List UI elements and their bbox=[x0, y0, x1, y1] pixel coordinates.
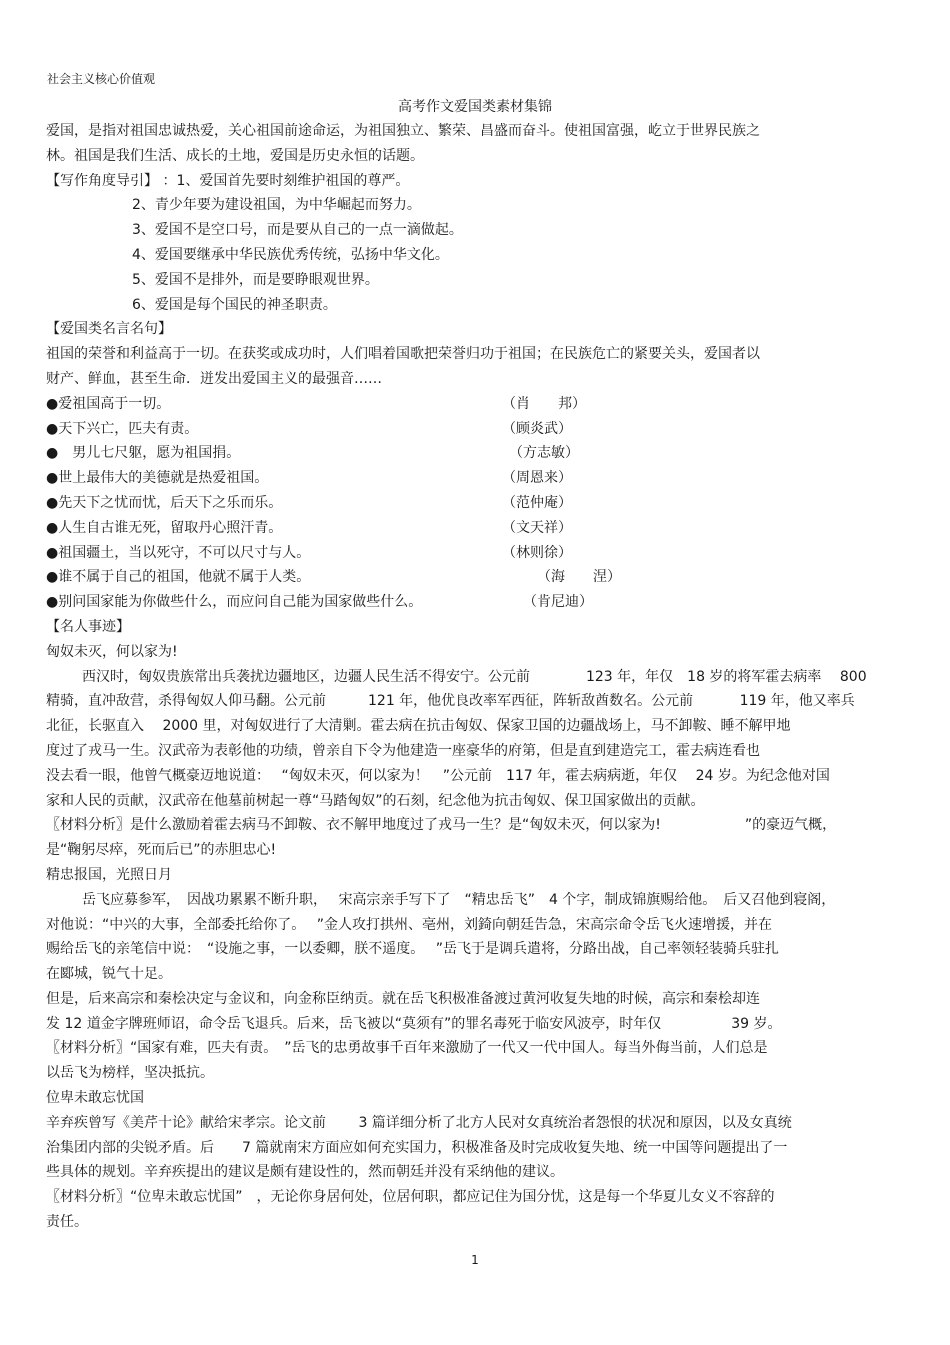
paragraph-line: 爱国，是指对祖国忠诚热爱，关心祖国前途命运，为祖国独立、繁荣、昌盛而奋斗。使祖国富强，屹立于世界民族之 bbox=[46, 123, 760, 139]
section-heading: 【名人事迹】 bbox=[46, 618, 130, 635]
paragraph-line: 没去看一眼，他曾气概豪迈地说道： “匈奴未灭，何以家为！ ”公元前 117 年，霍去病病逝，年仅 24 岁。为纪念他对国 bbox=[46, 767, 830, 784]
analysis-line: 〖材料分析〗“位卑未敢忘忧国” ，无论你身居何处，位居何职，都应记住为国分忧，这是每一个华夏儿女义不容辞的 bbox=[46, 1189, 775, 1206]
quote-item bbox=[46, 491, 926, 516]
list-item: 5、爱国不是排外，而是要睁眼观世界。 bbox=[132, 271, 379, 288]
quote-text: ●世上最伟大的美德就是热爱祖国。 bbox=[46, 470, 269, 487]
quote-item bbox=[46, 466, 926, 491]
quote-item bbox=[46, 417, 926, 442]
paragraph-line: 财产、鲜血，甚至生命．迸发出爱国主义的最强音…… bbox=[46, 370, 382, 387]
document-title: 高考作文爱国类素材集锦 bbox=[398, 99, 552, 115]
quote-author: （肯尼迪） bbox=[502, 594, 593, 611]
section-heading: 【爱国类名言名句】 bbox=[46, 321, 172, 338]
page-header: 社会主义核心价值观 bbox=[47, 72, 156, 86]
quote-author: （方志敏） bbox=[502, 445, 579, 462]
analysis-line: 以岳飞为榜样，坚决抵抗。 bbox=[46, 1065, 214, 1082]
analysis-line: 责任。 bbox=[46, 1214, 88, 1231]
paragraph-line: 岳飞应募参军， 因战功累累不断升职， 宋高宗亲手写下了 “精忠岳飞” 4 个字，制成锦旗赐给他。 后又召他到寝阁， bbox=[82, 891, 836, 908]
paragraph-line: 辛弃疾曾写《美芹十论》献给宋孝宗。论文前 3 篇详细分析了北方人民对女真统治者怨恨的状况和原因，以及女真统 bbox=[46, 1114, 792, 1131]
quote-author: （文天祥） bbox=[502, 519, 572, 536]
paragraph-line: 北征，长驱直入 2000 里，对匈奴进行了大清剿。霍去病在抗击匈奴、保家卫国的边疆战场上，马不卸鞍、睡不解甲地 bbox=[46, 718, 791, 735]
paragraph-line: 发 12 道金字牌班师诏，命令岳飞退兵。后来，岳飞被以“莫须有”的罪名毒死于临安风波亭，时年仅 39 岁。 bbox=[46, 1015, 782, 1032]
quote-item bbox=[46, 541, 926, 566]
quote-text: ●祖国疆土，当以死守，不可以尺寸与人。 bbox=[46, 544, 311, 561]
paragraph-line: 在郾城，锐气十足。 bbox=[46, 966, 172, 983]
paragraph-line: 度过了戎马一生。汉武帝为表彰他的功绩，曾亲自下令为他建造一座豪华的府第，但是直到建造完工，霍去病连看也 bbox=[46, 742, 760, 759]
quote-text: ●先天下之忧而忧，后天下之乐而乐。 bbox=[46, 494, 283, 511]
quote-author: （肖 邦） bbox=[502, 395, 586, 412]
quote-text: ●天下兴亡，匹夫有责。 bbox=[46, 420, 199, 437]
quote-item bbox=[46, 516, 926, 541]
analysis-line: 〖材料分析〗“国家有难，匹夫有责。 ”岳飞的忠勇故事千百年来激励了一代又一代中国人。每当外侮当前，人们总是 bbox=[46, 1040, 768, 1057]
quote-item bbox=[46, 590, 926, 615]
quote-author: （海 涅） bbox=[502, 569, 621, 586]
paragraph-line: 西汉时，匈奴贵族常出兵袭扰边疆地区，边疆人民生活不得安宁。公元前 123 年，年仅 18 岁的将军霍去病率 800 bbox=[82, 668, 867, 685]
quote-text: ● 男儿七尺躯，愿为祖国捐。 bbox=[46, 445, 241, 462]
list-item: 4、爱国要继承中华民族优秀传统，弘扬中华文化。 bbox=[132, 246, 449, 263]
quote-author: （林则徐） bbox=[502, 544, 572, 561]
list-item: 6、爱国是每个国民的神圣职责。 bbox=[132, 296, 337, 313]
quote-item bbox=[46, 392, 926, 417]
story-title: 精忠报国，光照日月 bbox=[46, 866, 172, 883]
list-item: 3、爱国不是空口号，而是要从自己的一点一滴做起。 bbox=[132, 222, 463, 239]
paragraph-line: 家和人民的贡献，汉武帝在他墓前树起一尊“马踏匈奴”的石刻，纪念他为抗击匈奴、保卫国家做出的贡献。 bbox=[46, 792, 705, 809]
paragraph-line: 治集团内部的尖锐矛盾。后 7 篇就南宋方面应如何充实国力，积极准备及时完成收复失地、统一中国等问题提出了一 bbox=[46, 1139, 788, 1156]
section-heading: 【写作角度导引】 ：1、爱国首先要时刻维护祖国的尊严。 bbox=[46, 172, 410, 189]
quote-item bbox=[46, 565, 926, 590]
quote-item bbox=[46, 441, 926, 466]
paragraph-line: 林。祖国是我们生活、成长的土地，爱国是历史永恒的话题。 bbox=[46, 147, 424, 164]
document-body bbox=[46, 119, 926, 1235]
paragraph-line: 对他说：“中兴的大事，全部委托给你了。 ”金人攻打拱州、亳州，刘錡向朝廷告急，宋高宗命令岳飞火速增援，并在 bbox=[46, 916, 772, 933]
story-title: 位卑未敢忘忧国 bbox=[46, 1090, 144, 1107]
quote-author: （顾炎武） bbox=[502, 420, 572, 437]
quote-text: ●谁不属于自己的祖国，他就不属于人类。 bbox=[46, 569, 311, 586]
quote-author: （范仲庵） bbox=[502, 494, 572, 511]
paragraph-line: 赐给岳飞的亲笔信中说： “设施之事，一以委卿，朕不遥度。 ”岳飞于是调兵遣将，分路出战，自己率领轻装骑兵驻扎 bbox=[46, 941, 779, 958]
paragraph-line: 祖国的荣誉和利益高于一切。在获奖或成功时，人们唱着国歌把荣誉归功于祖国；在民族危亡的紧要关头，爱国者以 bbox=[46, 346, 760, 363]
quote-text: ●人生自古谁无死，留取丹心照汗青。 bbox=[46, 519, 283, 536]
paragraph-line: 但是，后来高宗和秦桧决定与金议和，向金称臣纳贡。就在岳飞积极准备渡过黄河收复失地的时候，高宗和秦桧却连 bbox=[46, 990, 760, 1007]
paragraph-line: 些具体的规划。辛弃疾提出的建议是颇有建设性的，然而朝廷并没有采纳他的建议。 bbox=[46, 1164, 564, 1181]
paragraph-line: 精骑，直冲敌营，杀得匈奴人仰马翻。公元前 121 年，他优良改率军西征，阵斩敌酋数名。公元前 119 年，他又率兵 bbox=[46, 693, 855, 710]
story-title: 匈奴未灭，何以家为! bbox=[46, 643, 178, 660]
page-number: 1 bbox=[471, 1253, 479, 1267]
quote-author: （周恩来） bbox=[502, 470, 572, 487]
analysis-line: 〖材料分析〗是什么激励着霍去病马不卸鞍、衣不解甲地度过了戎马一生？是“匈奴未灭，何以家为! ”的豪迈气概， bbox=[46, 817, 837, 834]
list-item: 2、青少年要为建设祖国，为中华崛起而努力。 bbox=[132, 197, 421, 214]
quote-text: ●别问国家能为你做些什么，而应问自己能为国家做些什么。 bbox=[46, 594, 423, 611]
quote-text: ●爱祖国高于一切。 bbox=[46, 395, 171, 412]
analysis-line: 是“鞠躬尽瘁，死而后已”的赤胆忠心! bbox=[46, 842, 277, 859]
